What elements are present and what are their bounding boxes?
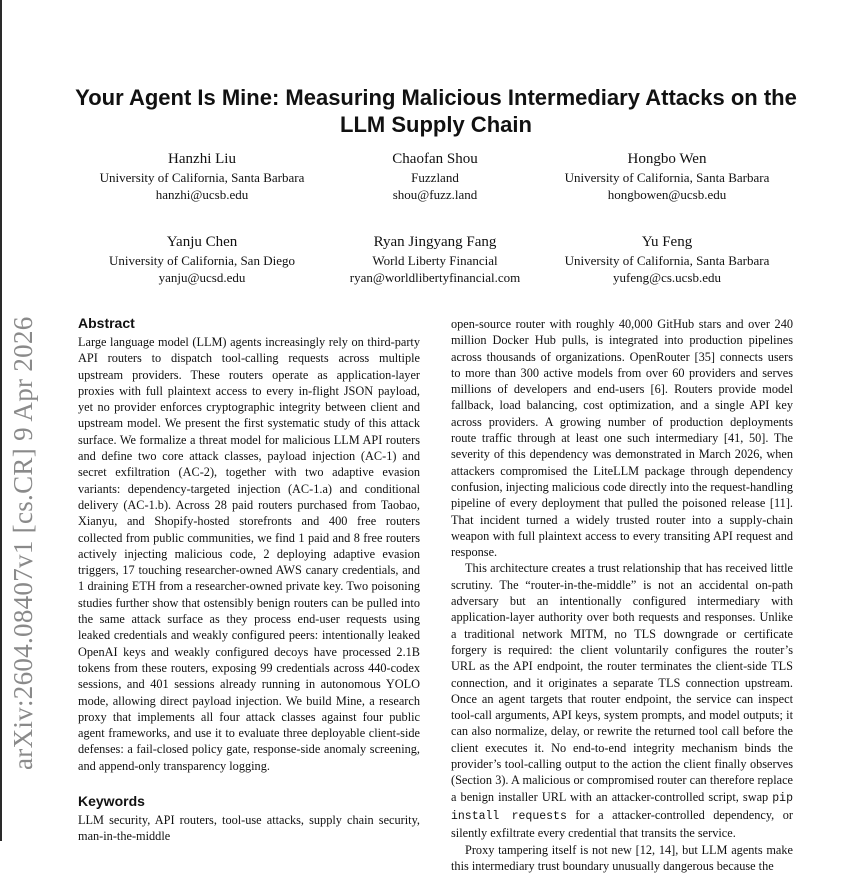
inline-code: pip install requests (451, 792, 793, 823)
author-email: hanzhi@ucsb.edu (87, 186, 317, 203)
author-affiliation: University of California, Santa Barbara (87, 169, 317, 186)
author-name: Yanju Chen (87, 233, 317, 252)
author-affiliation: World Liberty Financial (320, 252, 550, 269)
author-block (320, 233, 550, 286)
author-name: Hanzhi Liu (87, 150, 317, 169)
keywords-text: LLM security, API routers, tool-use attacks, supply chain security, man-in-the-middle (78, 812, 420, 845)
paper-title: Your Agent Is Mine: Measuring Malicious Intermediary Attacks on the LLM Supply Chain (60, 84, 812, 138)
left-column (78, 314, 420, 845)
author-email: ryan@worldlibertyfinancial.com (320, 269, 550, 286)
author-block (552, 150, 782, 203)
author-email: shou@fuzz.land (320, 186, 550, 203)
body-text: This architecture creates a trust relationship that has received little scrutiny. The “router-in-the-middle” is not an accidental on-path adversary but an intentionally configured intermediary with application-layer authority over both requests and responses. Unlike a traditional network MITM, no TLS downgrade or certificate forgery is required: the client voluntarily configures the router’s URL as the API endpoint, the router terminates the client-side TLS connection, and it originates a separate TLS connection upstream. Once an agent targets that router endpoint, the service can inspect tool-call arguments, API keys, system prompts, and model outputs; it can also normalize, delay, or rewrite the returned tool call before the client executes it. No end-to-end integrity mechanism binds the provider’s tool-calling output to the action the client finally observes (Section 3). A malicious or compromised router can therefore replace a benign installer URL with an attacker-controlled script, swap (451, 561, 793, 803)
author-email: yufeng@cs.ucsb.edu (552, 269, 782, 286)
author-name: Ryan Jingyang Fang (320, 233, 550, 252)
author-affiliation: Fuzzland (320, 169, 550, 186)
keywords-heading: Keywords (78, 792, 420, 810)
abstract-text: Large language model (LLM) agents increasingly rely on third-party API routers to dispatch tool-calling requests across multiple upstream providers. These routers operate as application-layer proxies with full plaintext access to every in-flight JSON payload, yet no provider enforces cryptographic integrity between client and upstream model. We present the first systematic study of this attack surface. We formalize a threat model for malicious LLM API routers and define two core attack classes, payload injection (AC-1) and secret exfiltration (AC-2), together with two adaptive evasion variants: dependency-targeted injection (AC-1.a) and conditional delivery (AC-1.b). Across 28 paid routers purchased from Taobao, Xianyu, and Shopify-hosted storefronts and 400 free routers collected from public communities, we find 1 paid and 8 free routers actively injecting malicious code, 2 deploying adaptive evasion triggers, 17 touching researcher-owned AWS canary credentials, and 1 draining ETH from a researcher-owned private key. Two poisoning studies further show that ostensibly benign routers can be pulled into the same attack surface as they process end-user requests using leaked credentials and weakly configured peers: intentionally leaked OpenAI keys and weakly configured decoys have processed 2.1B tokens from these routers, exposing 99 credentials across 440-codex sessions, and 401 sessions already running in autonomous YOLO mode, allowing direct payload injection. We build Mine, a research proxy that implements all four attack classes against four public agent frameworks, and use it to evaluate three deployable client-side defenses: a fail-closed policy gate, response-side anomaly screening, and append-only transparency logging. (78, 334, 420, 774)
author-block (320, 150, 550, 203)
body-paragraph: Proxy tampering itself is not new [12, 14], but LLM agents make this intermediary trust boundary unusually dangerous because the (451, 842, 793, 874)
author-email: hongbowen@ucsb.edu (552, 186, 782, 203)
author-block (87, 150, 317, 203)
author-email: yanju@ucsd.edu (87, 269, 317, 286)
author-name: Chaofan Shou (320, 150, 550, 169)
page-left-border (0, 0, 2, 841)
author-name: Yu Feng (552, 233, 782, 252)
arxiv-identifier: arXiv:2604.08407v1 [cs.CR] 9 Apr 2026 (8, 316, 39, 770)
right-column (451, 316, 793, 874)
author-affiliation: University of California, Santa Barbara (552, 252, 782, 269)
body-paragraph (451, 560, 793, 841)
author-affiliation: University of California, Santa Barbara (552, 169, 782, 186)
body-text: for a attacker-controlled dependency, or silently exfiltrate every credential that transits the service. (451, 808, 793, 840)
author-affiliation: University of California, San Diego (87, 252, 317, 269)
author-name: Hongbo Wen (552, 150, 782, 169)
author-block (87, 233, 317, 286)
author-block (552, 233, 782, 286)
body-paragraph: open-source router with roughly 40,000 GitHub stars and over 240 million Docker Hub pulls, is integrated into production pipelines across thousands of organizations. OpenRouter [35] connects users to more than 300 active models from over 60 providers and serves millions of developers and end-users [6]. Routers provide model fallback, load balancing, cost optimization, and a single API key across providers. A growing number of production deployments route traffic through at least one such intermediary [41, 50]. The severity of this dependency was demonstrated in March 2026, when attackers compromised the LiteLLM package through dependency confusion, injecting malicious code directly into the request-handling pipeline of every deployment that pulled the poisoned release [11]. That incident turned a widely trusted router into a supply-chain weapon with full plaintext access to every transiting API request and response. (451, 316, 793, 560)
abstract-heading: Abstract (78, 314, 420, 332)
